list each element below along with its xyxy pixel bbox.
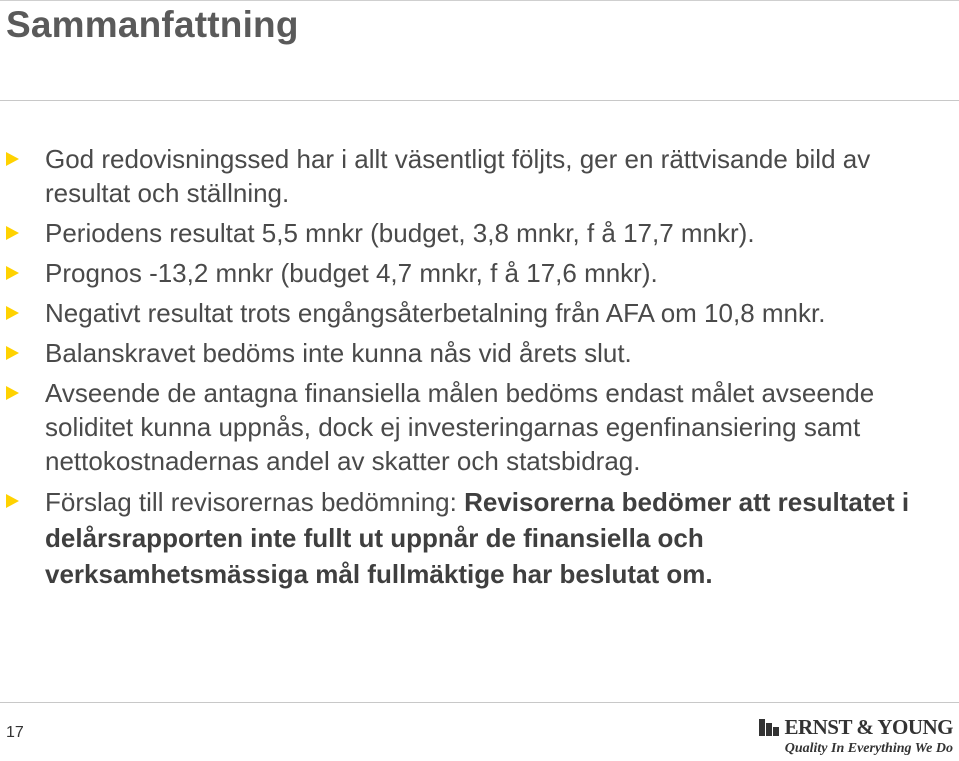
bullet-item bbox=[0, 216, 959, 250]
title-divider bbox=[0, 100, 959, 101]
logo-name: ERNST & YOUNG bbox=[784, 715, 953, 739]
triangle-bullet-icon bbox=[6, 266, 19, 280]
bullet-text: Negativt resultat trots engångsåterbetalning från AFA om 10,8 mnkr. bbox=[45, 298, 826, 328]
bullet-item bbox=[0, 296, 959, 330]
bullet-bold-text: Revisorerna bedömer att resultatet i delårsrapporten inte fullt ut uppnår de finansiella och verksamhetsmässiga mål fullmäktige har beslutat om. bbox=[45, 487, 910, 589]
triangle-bullet-icon bbox=[6, 306, 19, 320]
triangle-bullet-icon bbox=[6, 494, 19, 508]
bullet-item bbox=[0, 376, 959, 478]
bullet-text: Avseende de antagna finansiella målen bedöms endast målet avseende soliditet kunna uppnås, dock ej investeringarnas egenfinansiering samt nettokostnadernas andel av skatter och statsbidrag. bbox=[45, 378, 875, 476]
bullet-item bbox=[0, 484, 959, 592]
bullet-item bbox=[0, 336, 959, 370]
triangle-bullet-icon bbox=[6, 346, 19, 360]
bullet-item bbox=[0, 256, 959, 290]
bullet-text: God redovisningssed har i allt väsentligt följts, ger en rättvisande bild av resultat och ställning. bbox=[45, 144, 871, 208]
bullet-lead-text: Förslag till revisorernas bedömning: bbox=[45, 487, 465, 517]
bullet-list bbox=[0, 142, 959, 598]
logo-bars-icon bbox=[759, 719, 780, 736]
footer-divider bbox=[0, 702, 959, 703]
bullet-item bbox=[0, 142, 959, 210]
top-border bbox=[0, 0, 959, 1]
ernst-young-logo bbox=[759, 715, 953, 757]
triangle-bullet-icon bbox=[6, 386, 19, 400]
bullet-text: Prognos -13,2 mnkr (budget 4,7 mnkr, f å 17,6 mnkr). bbox=[45, 258, 658, 288]
logo-tagline: Quality In Everything We Do bbox=[784, 741, 953, 756]
logo-row bbox=[759, 715, 953, 740]
triangle-bullet-icon bbox=[6, 152, 19, 166]
page-number: 17 bbox=[6, 724, 24, 741]
bullet-text: Periodens resultat 5,5 mnkr (budget, 3,8 mnkr, f å 17,7 mnkr). bbox=[45, 218, 755, 248]
bullet-text: Balanskravet bedöms inte kunna nås vid årets slut. bbox=[45, 338, 632, 368]
triangle-bullet-icon bbox=[6, 226, 19, 240]
slide-title: Sammanfattning bbox=[6, 4, 299, 45]
